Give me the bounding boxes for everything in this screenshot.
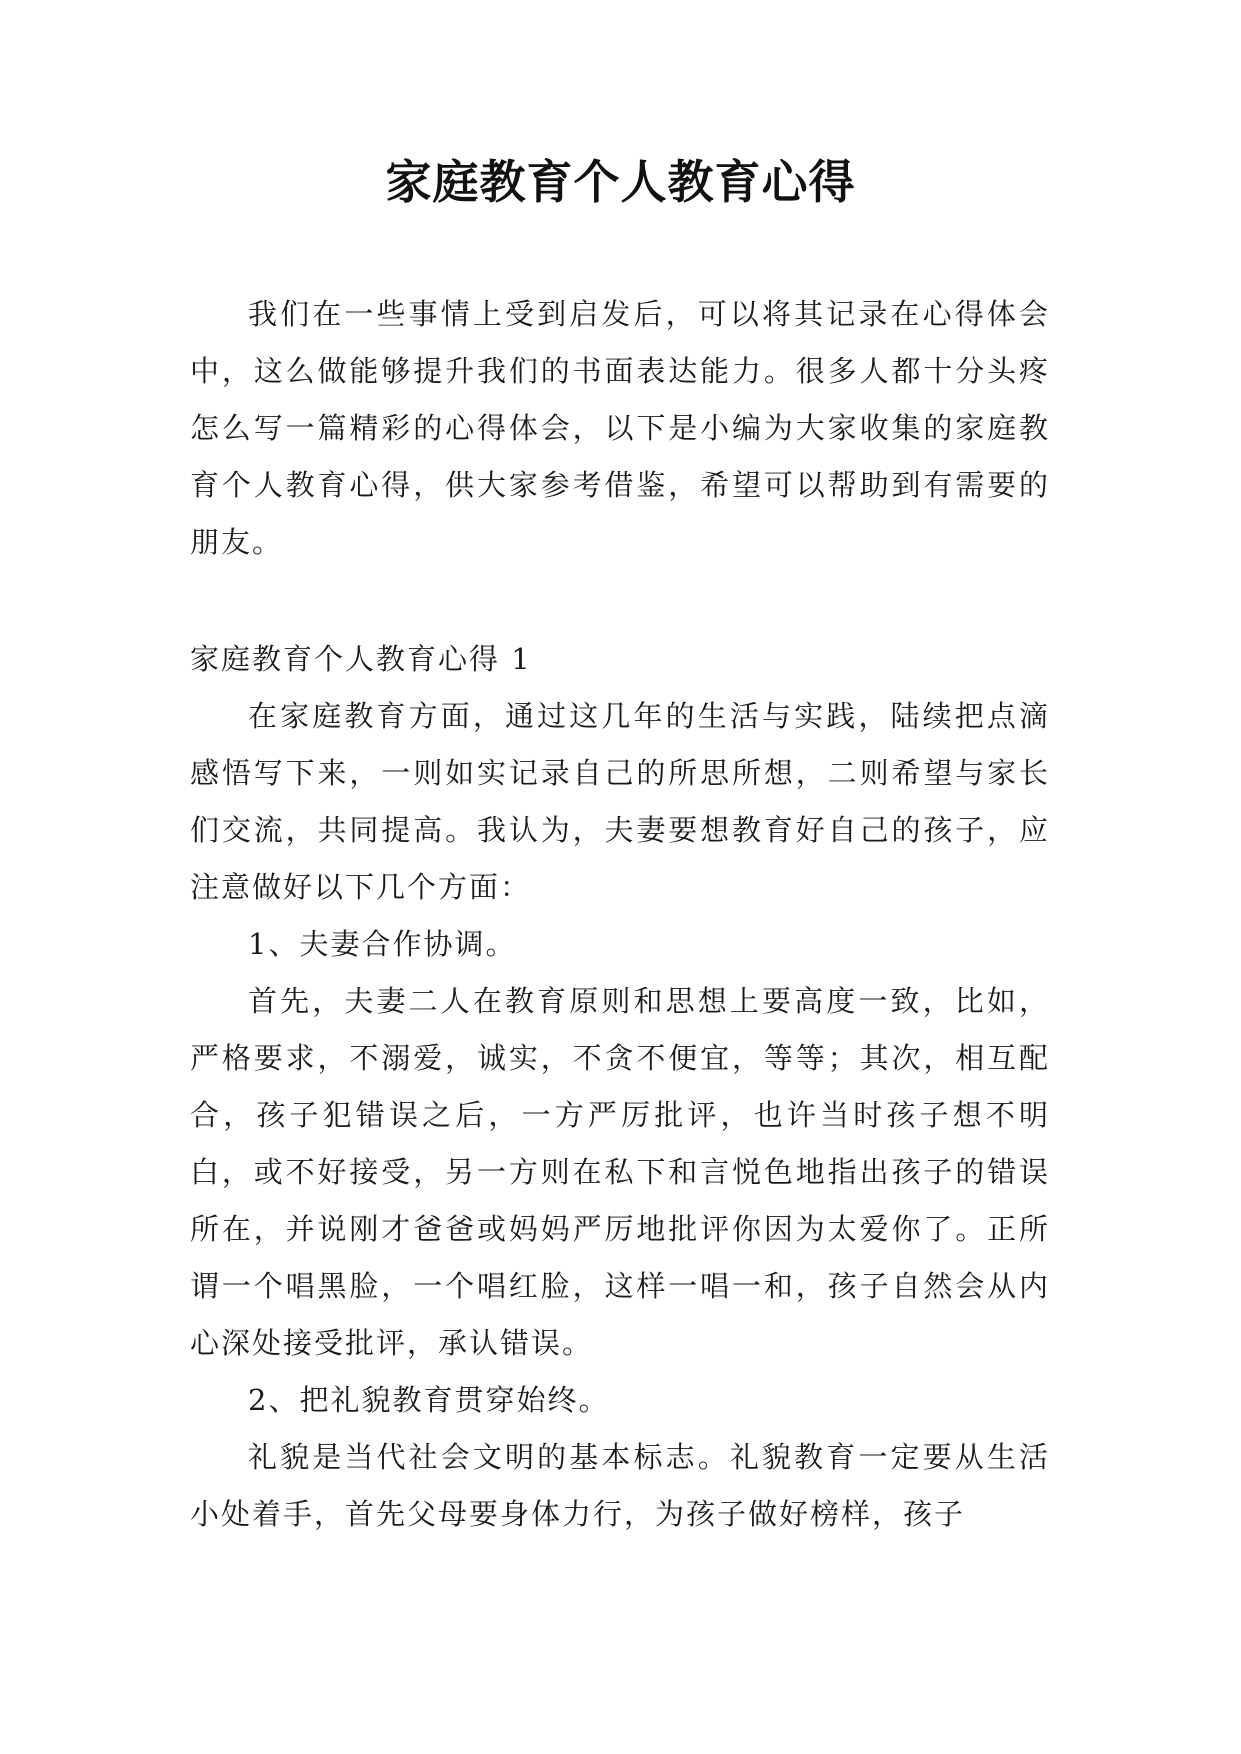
point-title: 1、夫妻合作协调。 [248,927,517,961]
paragraph-gap [190,571,1050,631]
document-title: 家庭教育个人教育心得 [385,155,856,209]
point-title: 2、把礼貌教育贯穿始终。 [248,1383,610,1417]
point-paragraph: 礼貌是当代社会文明的基本标志。礼貌教育一定要从生活小处着手，首先父母要身体力行，为孩子做好榜样，孩子 [190,1440,1050,1531]
intro-paragraph: 我们在一些事情上受到启发后，可以将其记录在心得体会中，这么做能够提升我们的书面表达能力。很多人都十分头疼怎么写一篇精彩的心得体会，以下是小编为大家收集的家庭教育个人教育心得，供大家参考借鉴，希望可以帮助到有需要的朋友。 [190,297,1050,559]
section-paragraph: 在家庭教育方面，通过这几年的生活与实践，陆续把点滴感悟写下来，一则如实记录自己的所思所想，二则希望与家长们交流，共同提高。我认为，夫妻要想教育好自己的孩子，应注意做好以下几个方面： [190,699,1050,904]
section-heading: 家庭教育个人教育心得 1 [190,642,532,676]
point-paragraph: 首先，夫妻二人在教育原则和思想上要高度一致，比如，严格要求，不溺爱，诚实，不贪不便宜，等等；其次，相互配合，孩子犯错误之后，一方严厉批评，也许当时孩子想不明白，或不好接受，另一方则在私下和言悦色地指出孩子的错误所在，并说刚才爸爸或妈妈严厉地批评你因为太爱你了。正所谓一个唱黑脸，一个唱红脸，这样一唱一和，孩子自然会从内心深处接受批评，承认错误。 [190,984,1050,1360]
document-body [190,286,1050,1543]
